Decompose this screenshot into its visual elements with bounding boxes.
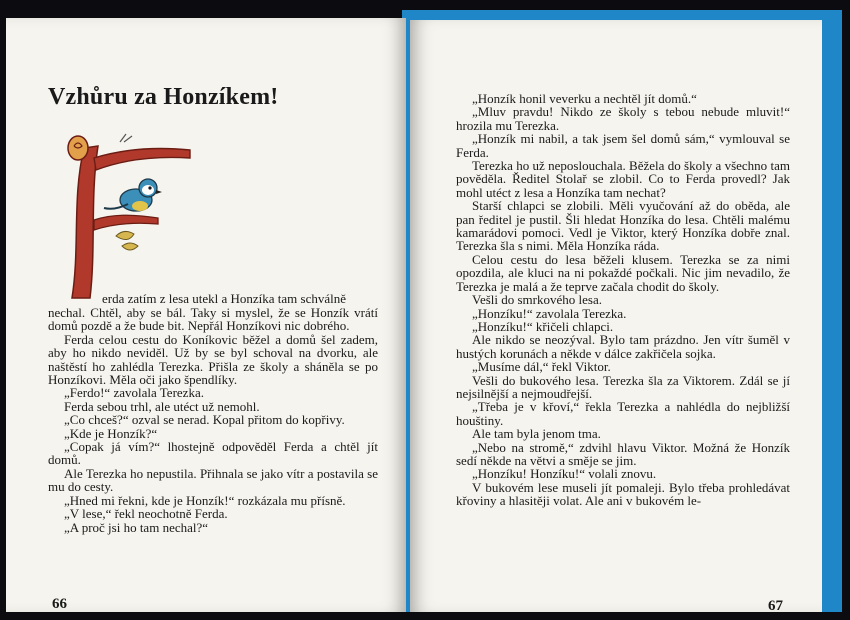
bird-on-branch-drop-cap-F-icon xyxy=(50,128,200,303)
paragraph: „Třeba je v křoví,“ řekla Terezka a nahlédla do nejbližší houštiny. xyxy=(456,399,790,428)
paragraph: „Honzíku!“ zavolala Terezka. xyxy=(472,305,627,321)
paragraph: „Hned mi řekni, kde je Honzík!“ rozkázala mu přísně. xyxy=(64,492,346,508)
right-page-text xyxy=(456,92,790,508)
paragraph: „Ferdo!“ zavolala Terezka. xyxy=(64,385,204,401)
paragraph: Ferda celou cestu do Koníkovic běžel a domů šel zadem, aby ho nikdo neviděl. Už by se byl schoval na dvorku, ale naštěstí ho zahlédla Terezka. Přišla ze školy a sháněla se po Honzíkovi. Měla oči jako špendlíky. xyxy=(48,331,378,388)
paragraph: „Honzíku! Honzíku!“ volali znovu. xyxy=(472,466,657,482)
paragraph: „Musíme dál,“ řekl Viktor. xyxy=(472,359,611,375)
paragraph: „Honzík mi nabil, a tak jsem šel domů sám,“ vymlouval se Ferda. xyxy=(456,131,790,160)
paragraph: Starší chlapci se zlobili. Měli vyučování až do oběda, ale pan ředitel je pustil. Šli hledat Honzíka do lesa. Chtěli malému kamarádovi pomoci. Vedl je Viktor, který Honzíka dobře znal. Terezka šla s nimi. Měla Honzíka ráda. xyxy=(456,198,790,254)
paragraph: „Mluv pravdu! Nikdo ze školy s tebou nebude mluvit!“ hrozila mu Terezka. xyxy=(456,104,790,133)
page-number-right: 67 xyxy=(768,598,783,614)
right-page xyxy=(410,20,822,612)
paragraph: „A proč jsi ho tam nechal?“ xyxy=(64,519,209,535)
paragraph: „Co chceš?“ ozval se nerad. Kopal přitom do kopřivy. xyxy=(64,412,345,428)
paragraph: „Kde je Honzík?“ xyxy=(64,425,158,441)
paragraph: „Honzíku!“ křičeli chlapci. xyxy=(472,318,614,334)
paragraph: Ferda sebou trhl, ale utéct už nemohl. xyxy=(64,398,260,414)
paragraph: „Honzík honil veverku a nechtěl jít domů.“ xyxy=(472,91,697,106)
paragraph: Vešli do bukového lesa. Terezka šla za Viktorem. Zdál se jí nejsilnější a nejmoudřejší. xyxy=(456,372,790,401)
left-page-text xyxy=(48,306,378,534)
paragraph: Terezka ho už neposlouchala. Běžela do školy a všechno tam pověděla. Ředitel Stolař se zlobil. Co to Ferda provedl? Jak mohl utéct z lesa a Honzíka tam nechat? xyxy=(456,158,790,200)
paragraph: Ale nikdo se neozýval. Bylo tam prázdno. Jen vítr šuměl v hustých korunách a někde v dálce zakřičela sojka. xyxy=(456,332,790,361)
paragraph: Celou cestu do lesa běželi klusem. Terezka se za nimi opozdila, ale kluci na ni pokaždé počkali. Nic jim nevadilo, že Terezka je malá a že teprve začala chodit do školy. xyxy=(456,251,790,294)
page-number-left: 66 xyxy=(52,596,67,612)
paragraph: „Copak já vím?“ lhostejně odpověděl Ferda a chtěl jít domů. xyxy=(48,439,378,468)
paragraph: nechal. Chtěl, aby se bál. Taky si myslel, že se Honzík vrátí domů pozdě a že bude bit. Nepřál Honzíkovi nic dobrého. xyxy=(48,305,378,334)
paragraph: „V lese,“ řekl neochotně Ferda. xyxy=(64,506,228,522)
paragraph: Ale Terezka ho nepustila. Přihnala se jako vítr a postavila se mu do cesty. xyxy=(48,465,378,495)
left-page xyxy=(6,18,406,612)
paragraph: Vešli do smrkového lesa. xyxy=(472,292,602,308)
paragraph: V bukovém lese museli jít pomaleji. Bylo třeba prohledávat křoviny a hlasitěji volat. Ale ani v bukovém le- xyxy=(456,479,790,509)
first-line: erda zatím z lesa utekl a Honzíka tam schválně xyxy=(102,291,347,306)
chapter-title: Vzhůru za Honzíkem! xyxy=(48,84,279,110)
paragraph: „Nebo na stromě,“ zdvihl hlavu Viktor. Možná že Honzík sedí někde na větvi a směje se jim. xyxy=(456,439,790,468)
paragraph: Ale tam byla jenom tma. xyxy=(472,426,601,442)
